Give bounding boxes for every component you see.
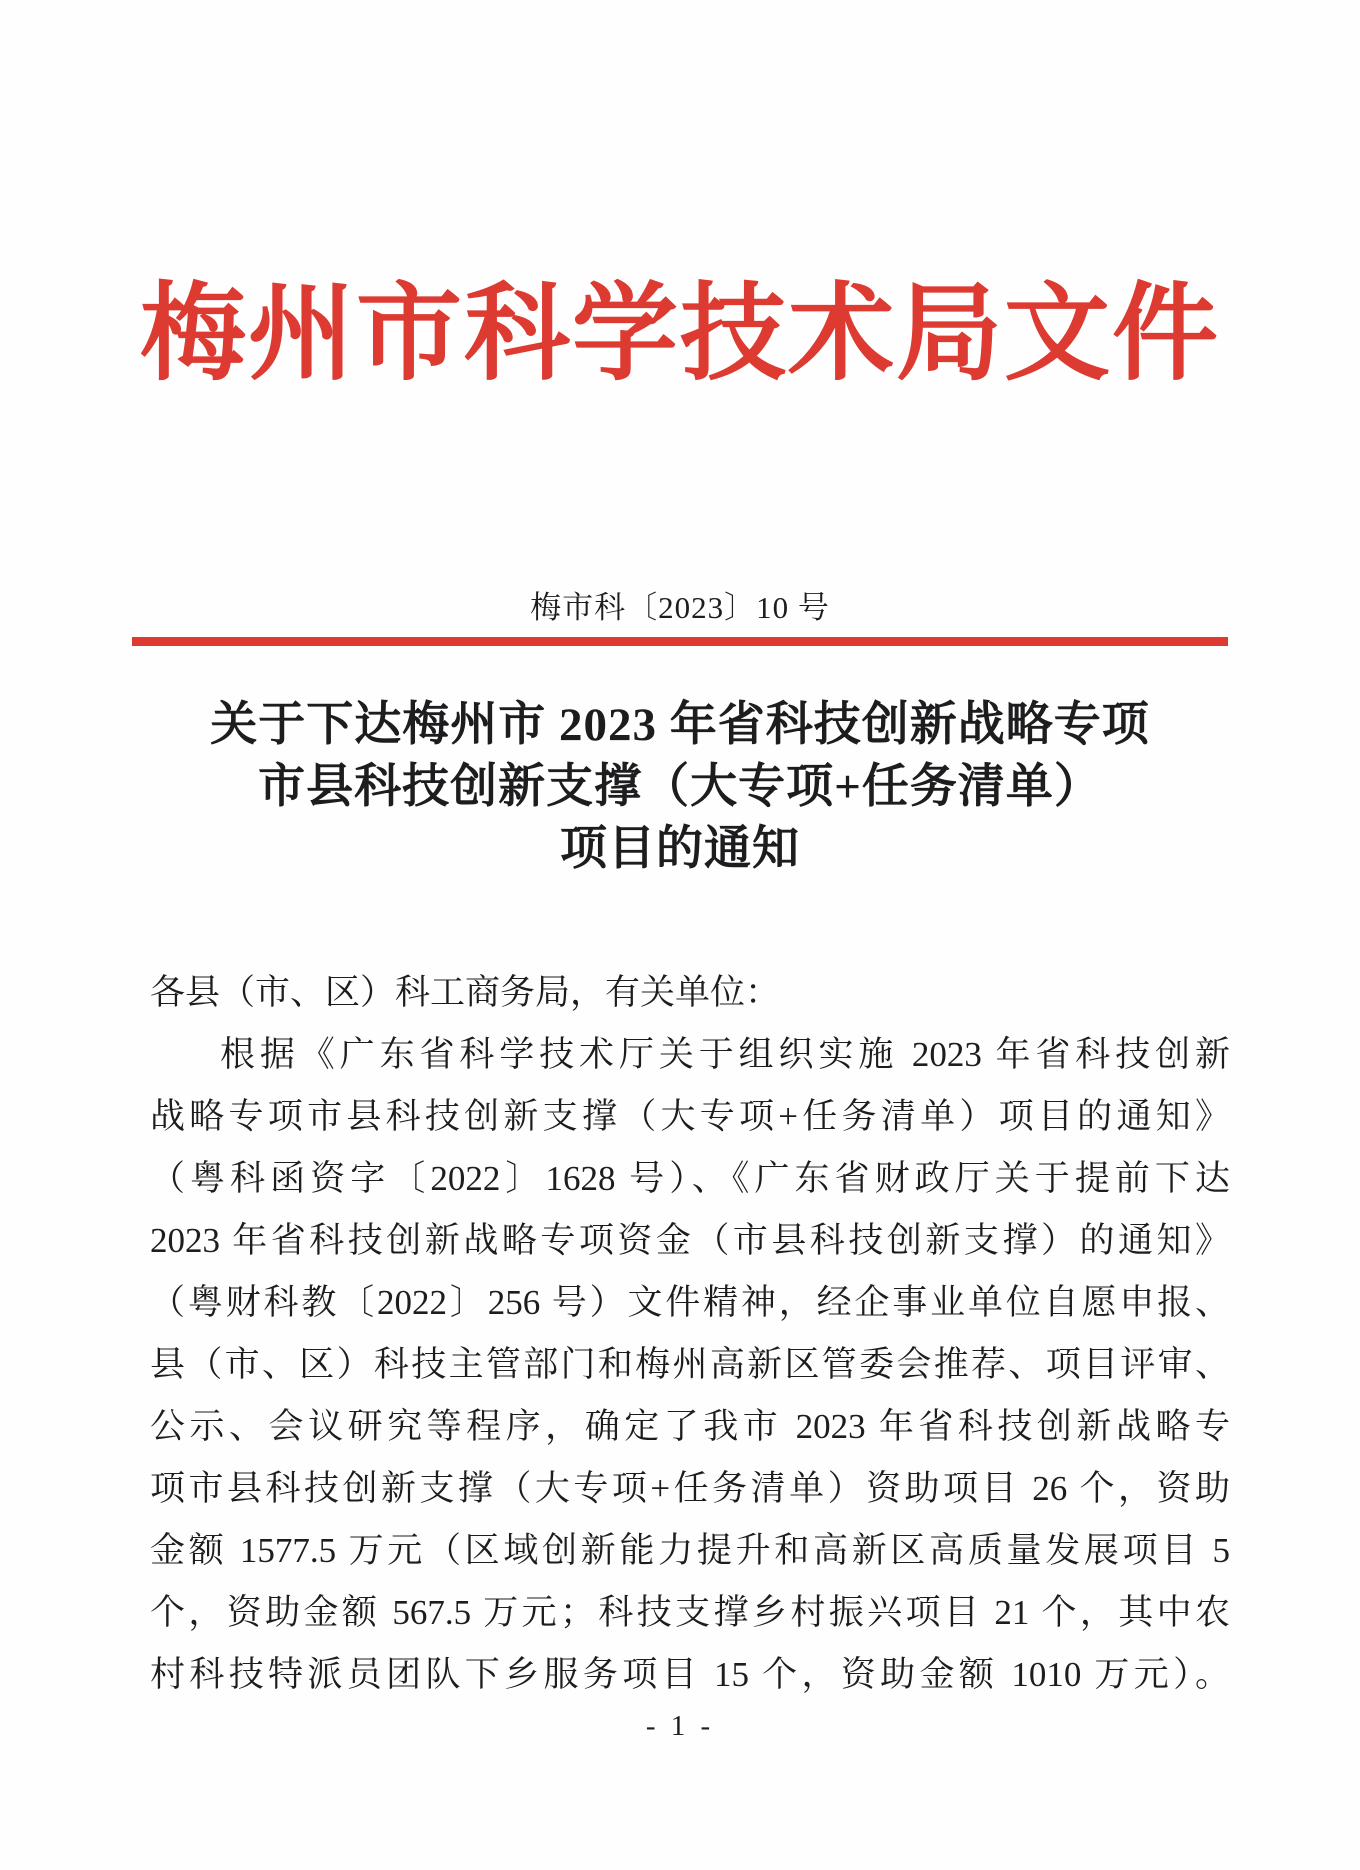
body-line-10: 个，资助金额 567.5 万元；科技支撑乡村振兴项目 21 个，其中农 [150,1593,1230,1632]
doc-number: 梅市科〔2023〕10 号 [530,590,830,625]
title-line-2: 市县科技创新支撑（大专项+任务清单） [258,761,1102,813]
agency-title: 梅州市科学技术局文件 [140,276,1220,393]
body-line-1: 根据《广东省科学技术厅关于组织实施 2023 年省科技创新 [220,1035,1230,1074]
body-line-11: 村科技特派员团队下乡服务项目 15 个，资助金额 1010 万元）。 [150,1655,1230,1694]
document-body [150,962,1230,1706]
body-line-5: （粤财科教〔2022〕256 号）文件精神，经企事业单位自愿申报、 [150,1283,1230,1322]
body-line-4: 2023 年省科技创新战略专项资金（市县科技创新支撑）的通知》 [150,1221,1230,1260]
body-line-9: 金额 1577.5 万元（区域创新能力提升和高新区高质量发展项目 5 [150,1531,1230,1570]
body-line-8: 项市县科技创新支撑（大专项+任务清单）资助项目 26 个，资助 [150,1469,1230,1508]
title-line-1: 关于下达梅州市 2023 年省科技创新战略专项 [210,699,1150,751]
body-line-6: 县（市、区）科技主管部门和梅州高新区管委会推荐、项目评审、 [150,1345,1230,1384]
body-line-3: （粤科函资字〔2022〕1628 号）、《广东省财政厅关于提前下达 [150,1159,1230,1198]
body-line-7: 公示、会议研究等程序，确定了我市 2023 年省科技创新战略专 [150,1407,1230,1446]
page-number: - 1 - [645,1710,715,1742]
document-title [0,694,1360,880]
body-line-2: 战略专项市县科技创新支撑（大专项+任务清单）项目的通知》 [150,1097,1230,1136]
title-line-3: 项目的通知 [560,823,800,875]
red-divider-line [132,637,1228,646]
salutation-line: 各县（市、区）科工商务局，有关单位： [150,973,781,1012]
